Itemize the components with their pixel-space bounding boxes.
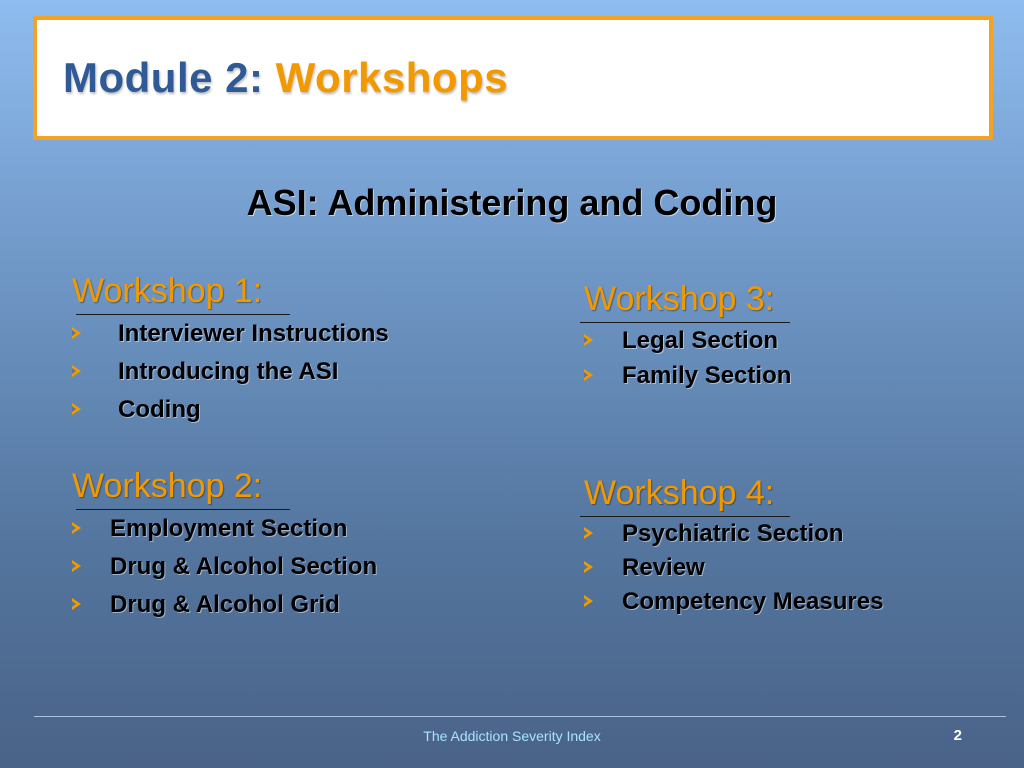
page-number: 2: [953, 727, 962, 744]
footer-divider: [34, 716, 1006, 717]
arrow-bullet-icon: [72, 522, 81, 534]
workshop-heading: Workshop 2:: [72, 467, 263, 505]
workshop-3-block: [584, 278, 791, 393]
list-item: [584, 517, 883, 551]
list-item-label: Employment Section: [110, 515, 348, 542]
footer-text: The Addiction Severity Index: [423, 728, 601, 744]
arrow-bullet-icon: [72, 327, 81, 339]
workshop-1-block: [72, 270, 389, 429]
arrow-bullet-icon: [72, 365, 81, 377]
workshop-heading: Workshop 3:: [584, 280, 775, 318]
slide-subtitle: ASI: Administering and Coding: [246, 182, 778, 223]
list-item-label: Family Section: [622, 362, 792, 389]
arrow-bullet-icon: [584, 369, 593, 381]
workshop-heading: Workshop 4:: [584, 474, 775, 512]
list-item: [72, 391, 389, 429]
arrow-bullet-icon: [584, 334, 593, 346]
list-item: [584, 358, 791, 393]
list-item-label: Coding: [118, 396, 201, 423]
slide-title: [63, 54, 508, 102]
title-box: [33, 16, 993, 140]
arrow-bullet-icon: [72, 598, 81, 610]
arrow-bullet-icon: [72, 560, 81, 572]
title-prefix: Module 2:: [63, 54, 276, 101]
list-item-label: Competency Measures: [622, 588, 884, 615]
arrow-bullet-icon: [72, 403, 81, 415]
list-item: [584, 551, 883, 585]
workshop-list: [584, 517, 883, 619]
list-item: [72, 353, 389, 391]
workshop-list: [72, 315, 389, 429]
arrow-bullet-icon: [584, 527, 593, 539]
list-item: [584, 323, 791, 358]
list-item: [72, 548, 377, 586]
title-accent: Workshops: [275, 54, 509, 101]
list-item-label: Psychiatric Section: [622, 520, 844, 547]
list-item-label: Drug & Alcohol Section: [110, 553, 378, 580]
list-item-label: Drug & Alcohol Grid: [110, 591, 340, 618]
list-item-label: Interviewer Instructions: [118, 320, 389, 347]
arrow-bullet-icon: [584, 595, 593, 607]
list-item: [72, 586, 377, 624]
list-item: [584, 585, 883, 619]
workshop-4-block: [584, 472, 883, 619]
list-item-label: Introducing the ASI: [118, 358, 339, 385]
list-item: [72, 510, 377, 548]
list-item-label: Legal Section: [622, 327, 779, 354]
list-item-label: Review: [622, 554, 705, 581]
workshop-list: [72, 510, 377, 624]
list-item: [72, 315, 389, 353]
arrow-bullet-icon: [584, 561, 593, 573]
workshop-heading: Workshop 1:: [72, 272, 263, 310]
workshop-2-block: [72, 465, 377, 624]
workshop-list: [584, 323, 791, 393]
